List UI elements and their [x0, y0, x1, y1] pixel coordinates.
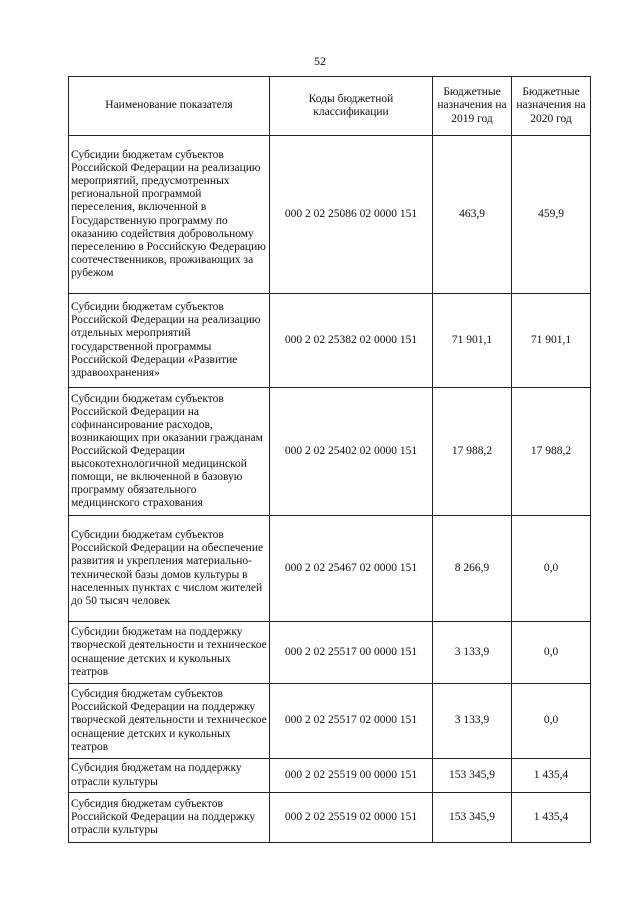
row-code: 000 2 02 25402 02 0000 151 [270, 388, 433, 516]
row-2019: 17 988,2 [433, 388, 512, 516]
row-name: Субсидии бюджетам субъектов Российской Федерации на обеспечение развития и укрепления материально-технической базы домов культуры в населенных пунктах с числом жителей до 50 тысяч человек [69, 516, 270, 622]
row-name: Субсидия бюджетам на поддержку отрасли культуры [69, 759, 270, 793]
row-name: Субсидии бюджетам на поддержку творческой деятельности и техническое оснащение детских и кукольных театров [69, 622, 270, 684]
table-row [69, 759, 591, 793]
table-header-row [69, 77, 591, 136]
row-2019: 71 901,1 [433, 294, 512, 388]
table-row [69, 388, 591, 516]
row-2019: 153 345,9 [433, 793, 512, 843]
page-number: 52 [314, 54, 326, 68]
row-code: 000 2 02 25467 02 0000 151 [270, 516, 433, 622]
row-code: 000 2 02 25519 02 0000 151 [270, 793, 433, 843]
row-name: Субсидии бюджетам субъектов Российской Федерации на реализацию отдельных мероприятий государственной программы Российской Федерации «Развитие здравоохранения» [69, 294, 270, 388]
row-name: Субсидии бюджетам субъектов Российской Федерации на софинансирование расходов, возникающих при оказании гражданам Российской Федерации высокотехнологичной медицинской помощи, не включенной в базовую программу обязательного медицинского страхования [69, 388, 270, 516]
header-name: Наименование показателя [69, 77, 270, 136]
row-2019: 8 266,9 [433, 516, 512, 622]
row-2020: 17 988,2 [512, 388, 591, 516]
row-2019: 153 345,9 [433, 759, 512, 793]
row-2020: 0,0 [512, 622, 591, 684]
row-2020: 71 901,1 [512, 294, 591, 388]
row-2020: 0,0 [512, 684, 591, 759]
table-row [69, 516, 591, 622]
table-row [69, 294, 591, 388]
row-code: 000 2 02 25517 00 0000 151 [270, 622, 433, 684]
row-name: Субсидия бюджетам субъектов Российской Федерации на поддержку отрасли культуры [69, 793, 270, 843]
header-2019: Бюджетные назначения на 2019 год [433, 77, 512, 136]
row-2020: 1 435,4 [512, 793, 591, 843]
table-row [69, 136, 591, 294]
row-code: 000 2 02 25517 02 0000 151 [270, 684, 433, 759]
row-name: Субсидия бюджетам субъектов Российской Федерации на поддержку творческой деятельности и техническое оснащение детских и кукольных театров [69, 684, 270, 759]
table-row [69, 622, 591, 684]
row-2020: 459,9 [512, 136, 591, 294]
table-row [69, 793, 591, 843]
row-2020: 0,0 [512, 516, 591, 622]
row-code: 000 2 02 25382 02 0000 151 [270, 294, 433, 388]
row-code: 000 2 02 25086 02 0000 151 [270, 136, 433, 294]
budget-table [68, 76, 591, 843]
row-name: Субсидии бюджетам субъектов Российской Федерации на реализацию мероприятий, предусмотренных региональной программой переселения, включенной в Государственную программу по оказанию содействия добровольному переселению в Российскую Федерацию соотечественников, проживающих за рубежом [69, 136, 270, 294]
row-2019: 3 133,9 [433, 622, 512, 684]
table-row [69, 684, 591, 759]
header-code: Коды бюджетной классификации [270, 77, 433, 136]
row-2019: 463,9 [433, 136, 512, 294]
header-2020: Бюджетные назначения на 2020 год [512, 77, 591, 136]
row-2019: 3 133,9 [433, 684, 512, 759]
row-2020: 1 435,4 [512, 759, 591, 793]
row-code: 000 2 02 25519 00 0000 151 [270, 759, 433, 793]
